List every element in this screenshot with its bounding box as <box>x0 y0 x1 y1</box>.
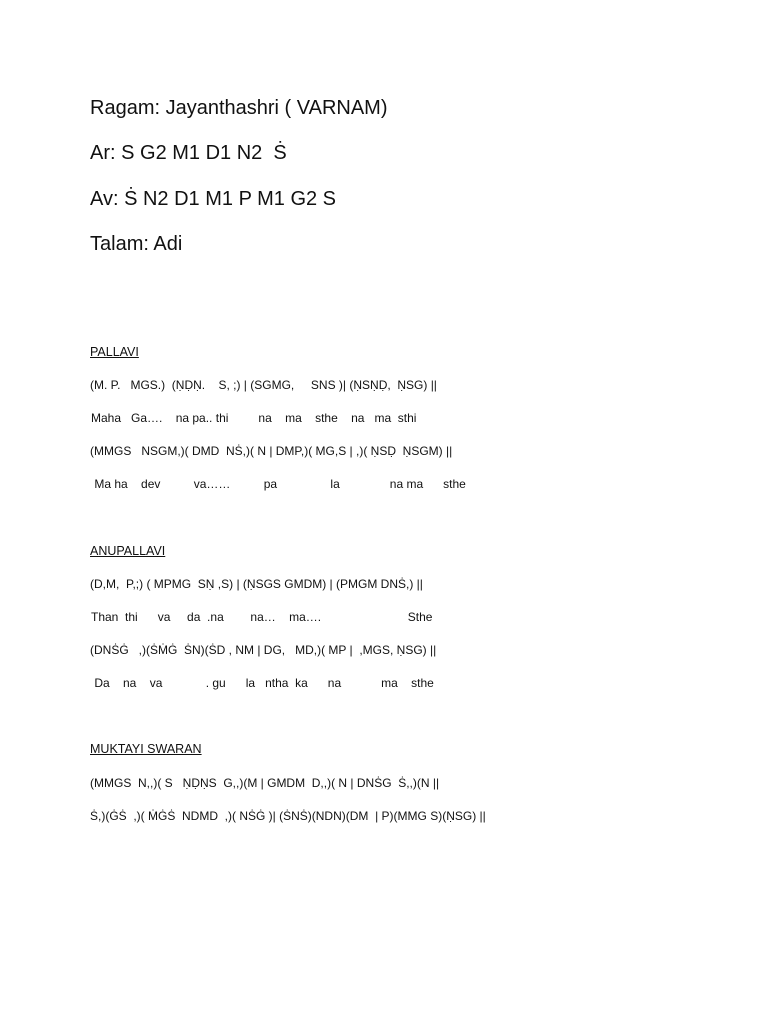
avarohanam-line: Av: Ṡ N2 D1 M1 P M1 G2 S <box>90 188 337 210</box>
anupallavi-swara-line-1: (D,M, P,;) ( MPMG SṆ ,S) | (ṆSGS GMDM) | (PMGM DNṠ,) || <box>90 577 423 591</box>
pallavi-section-title: PALLAVI <box>90 345 139 359</box>
ragam-heading: Ragam: Jayanthashri ( VARNAM) <box>90 97 388 119</box>
pallavi-lyric-line-2: Ma ha dev va…… pa la na ma sthe <box>91 477 466 491</box>
muktayi-swara-line-2: Ṡ,)(ĠṠ ,)( ṀĠṠ NDMD ,)( NṠĠ )| (ṠNṠ)(NDN)(DM | P)(MMG S)(ṆSG) || <box>90 809 486 823</box>
anupallavi-lyric-line-2: Da na va . gu la ntha ka na ma sthe <box>91 676 434 690</box>
pallavi-swara-line-1: (M. P. MGS.) (ṆḌṆ. S, ;) | (SGMG, SNS )| (ṆSṆḌ, ṆSG) || <box>90 378 437 392</box>
talam-line: Talam: Adi <box>90 233 183 255</box>
muktayi-swara-line-1: (MMGS N,,)( S ṆḌṆS G,,)(M | GMDM D,,)( N | DNṠG Ṡ,,)(N || <box>90 776 440 790</box>
arohanam-line: Ar: S G2 M1 D1 N2 Ṡ <box>90 142 287 164</box>
anupallavi-section-title: ANUPALLAVI <box>90 544 166 558</box>
pallavi-swara-line-2: (MMGS NSGM,)( DMD NṠ,)( N | DMP,)( MG,S | ,)( ṆSḌ ṆSGM) || <box>90 444 453 458</box>
anupallavi-swara-line-2: (DNṠĠ ,)(ṠṀĠ ṠN)(ṠD , NM | DG, MD,)( MP | ,MGS, ṆSG) || <box>90 643 437 657</box>
anupallavi-lyric-line-1: Than thi va da .na na… ma…. Sthe <box>91 610 433 624</box>
pallavi-lyric-line-1: Maha Ga…. na pa.. thi na ma sthe na ma sthi <box>91 411 417 425</box>
muktayi-section-title: MUKTAYI SWARAN <box>90 742 202 756</box>
